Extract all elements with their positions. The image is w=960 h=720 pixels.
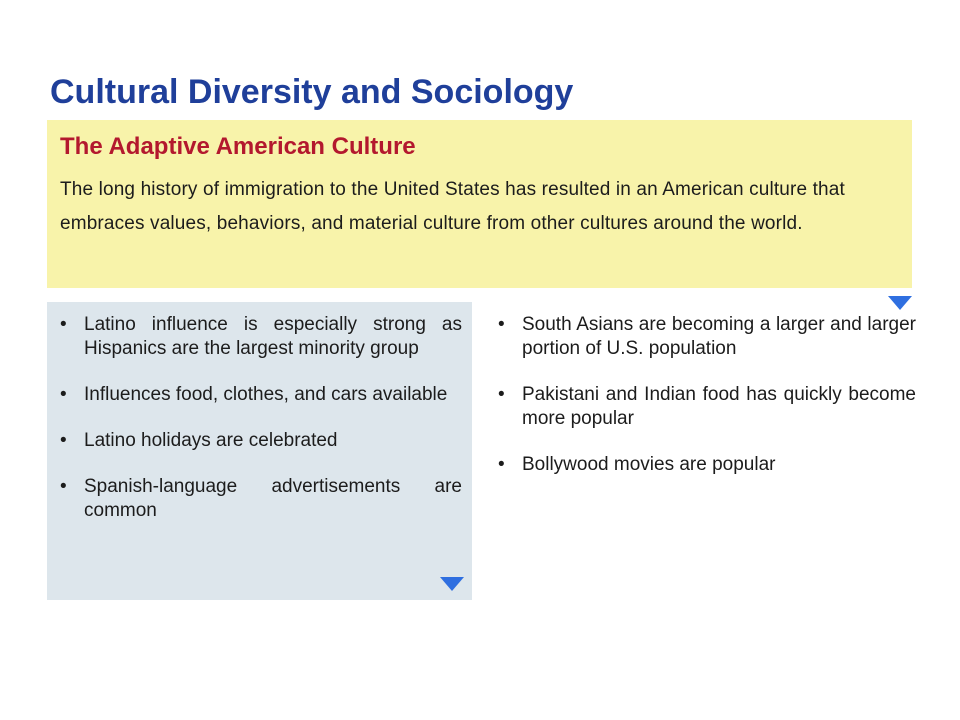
intro-text: The long history of immigration to the United States has resulted in an American culture that embraces values, behaviors, and material culture from other cultures around the world. [60, 179, 845, 234]
intro-box [47, 120, 912, 288]
list-item: • Latino influence is especially strong as Hispanics are the largest minority group [58, 313, 462, 361]
left-bullet-list [58, 313, 462, 545]
list-item: • South Asians are becoming a larger and larger portion of U.S. population [496, 313, 916, 361]
list-item: • Influences food, clothes, and cars available [58, 383, 462, 407]
right-bullet-list [496, 313, 916, 499]
slide-title: Cultural Diversity and Sociology [50, 73, 574, 111]
intro-heading: The Adaptive American Culture [60, 133, 416, 160]
list-item: • Pakistani and Indian food has quickly become more popular [496, 383, 916, 431]
list-item: • Spanish-language advertisements are common [58, 475, 462, 523]
expand-arrow-icon[interactable] [888, 296, 912, 310]
list-item: • Bollywood movies are popular [496, 453, 916, 477]
list-item: • Latino holidays are celebrated [58, 429, 462, 453]
expand-arrow-icon[interactable] [440, 577, 464, 591]
